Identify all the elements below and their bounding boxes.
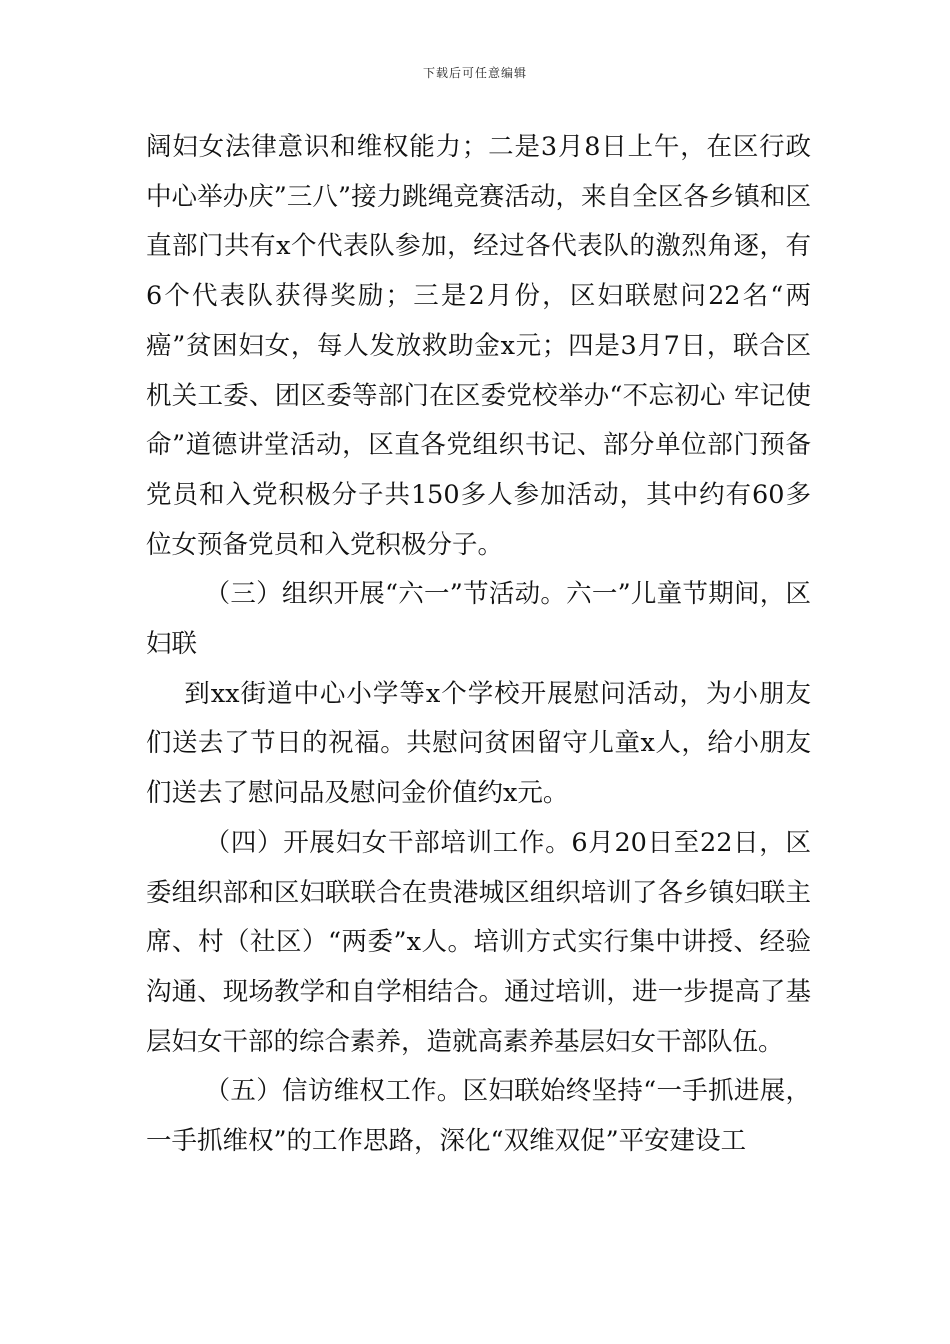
paragraph-childrens-day-heading: （三）组织开展“六一”节活动。六一”儿童节期间，区妇联 [146,579,811,660]
page-header: 下载后可任意编辑 [422,66,527,80]
paragraph-childrens-day-visits: 到xx街道中心小学等x个学校开展慰问活动，为小朋友们送去了节日的祝福。共慰问贫困留守儿童x人，给小朋友们送去了慰问品及慰问金价值约x元。 [146,678,811,809]
paragraph-petition-rights: （五）信访维权工作。区妇联始终坚持“一手抓进展，一手抓维权”的工作思路，深化“双维双促”平安建设工 [146,1076,811,1157]
paragraph-women-day-activities: 阔妇女法律意识和维权能力；二是3月8日上午，在区行政中心举办庆”三八”接力跳绳竞赛活动，来自全区各乡镇和区直部门共有x个代表队参加，经过各代表队的激烈角逐，有6个代表队获得奖励；三是2月份，区妇联慰问22名“两癌”贫困妇女，每人发放救助金x元；四是3月7日，联合区机关工委、团区委等部门在区委党校举办“不忘初心 牢记使命”道德讲堂活动，区直各党组织书记、部分单位部门预备党员和入党积极分子共150多人参加活动，其中约有60多位女预备党员和入党积极分子。 [146,132,811,560]
document-body [146,123,811,1167]
paragraph-cadre-training: （四）开展妇女干部培训工作。6月20日至22日，区委组织部和区妇联联合在贵港城区组织培训了各乡镇妇联主席、村（社区）“两委”x人。培训方式实行集中讲授、经验沟通、现场教学和自学相结合。通过培训，进一步提高了基层妇女干部的综合素养，造就高素养基层妇女干部队伍。 [146,827,811,1057]
